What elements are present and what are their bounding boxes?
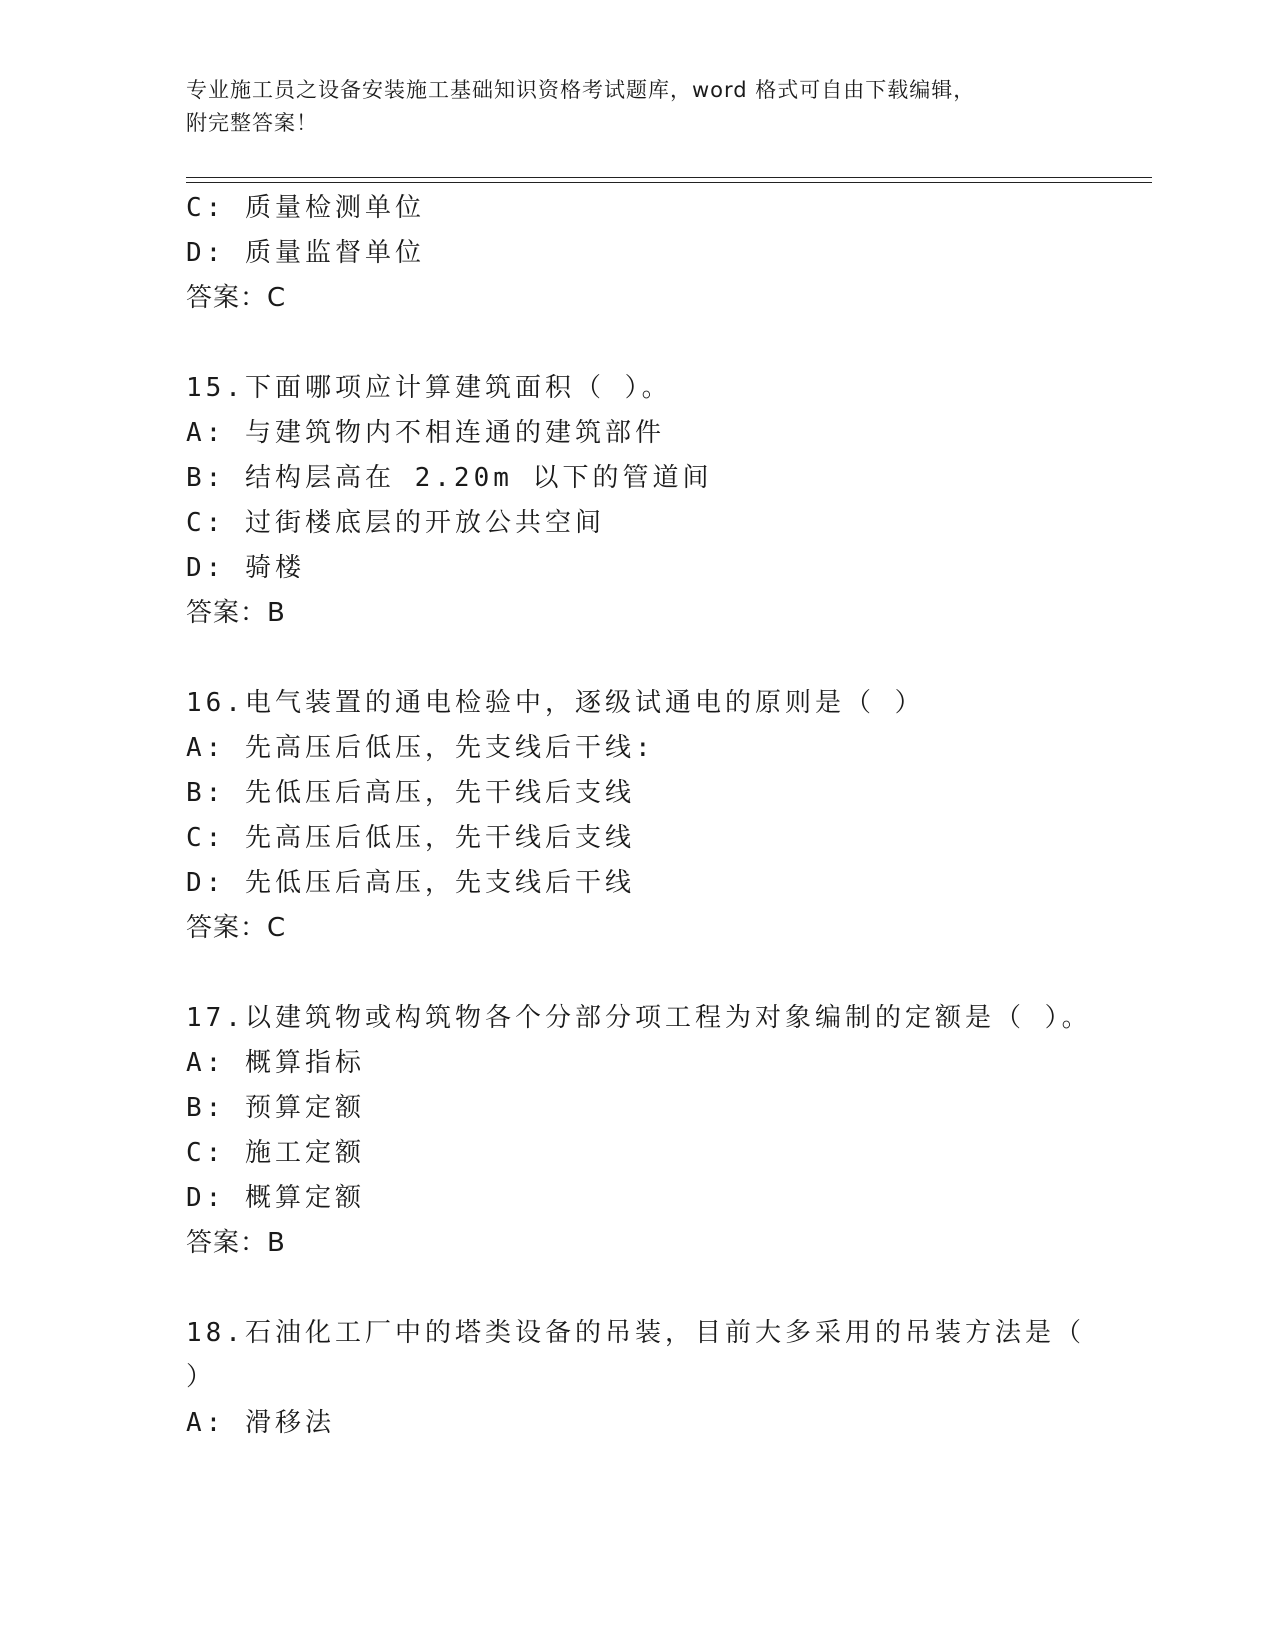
- question-stem: 17.以建筑物或构筑物各个分部分项工程为对象编制的定额是（ ）。: [186, 1003, 1092, 1033]
- header-line-1: 专业施工员之设备安装施工基础知识资格考试题库，word 格式可自由下载编辑，: [186, 78, 976, 102]
- question-stem: 18.石油化工厂中的塔类设备的吊装，目前大多采用的吊装方法是（: [186, 1318, 1085, 1348]
- option-a: A: 滑移法: [186, 1408, 335, 1438]
- question-stem: 15.下面哪项应计算建筑面积（ ）。: [186, 373, 672, 403]
- option-a: A: 概算指标: [186, 1048, 365, 1078]
- option-a: A: 与建筑物内不相连通的建筑部件: [186, 418, 665, 448]
- option-d: D: 概算定额: [186, 1183, 365, 1213]
- header-divider-top: [186, 177, 1152, 178]
- option-c: C: 施工定额: [186, 1138, 365, 1168]
- option-b: B: 先低压后高压，先干线后支线: [186, 778, 635, 808]
- option-d: D: 先低压后高压，先支线后干线: [186, 868, 635, 898]
- option-d: D: 骑楼: [186, 553, 305, 583]
- option-b: B: 预算定额: [186, 1093, 365, 1123]
- option-c: C: 质量检测单位: [186, 193, 425, 223]
- answer: 答案：B: [186, 1228, 286, 1258]
- option-d: D: 质量监督单位: [186, 238, 425, 268]
- option-a: A: 先高压后低压，先支线后干线:: [186, 733, 655, 763]
- question-stem: 16.电气装置的通电检验中，逐级试通电的原则是（ ）: [186, 688, 925, 718]
- answer: 答案：C: [186, 913, 287, 943]
- option-c: C: 过街楼底层的开放公共空间: [186, 508, 605, 538]
- question-stem-continued: ）: [186, 1362, 217, 1392]
- answer: 答案：C: [186, 283, 287, 313]
- option-b: B: 结构层高在 2.20m 以下的管道间: [186, 463, 713, 493]
- header-divider-bottom: [186, 182, 1152, 183]
- document-header: [186, 74, 1066, 140]
- header-line-2: 附完整答案！: [186, 111, 318, 135]
- option-c: C: 先高压后低压，先干线后支线: [186, 823, 635, 853]
- answer: 答案：B: [186, 598, 286, 628]
